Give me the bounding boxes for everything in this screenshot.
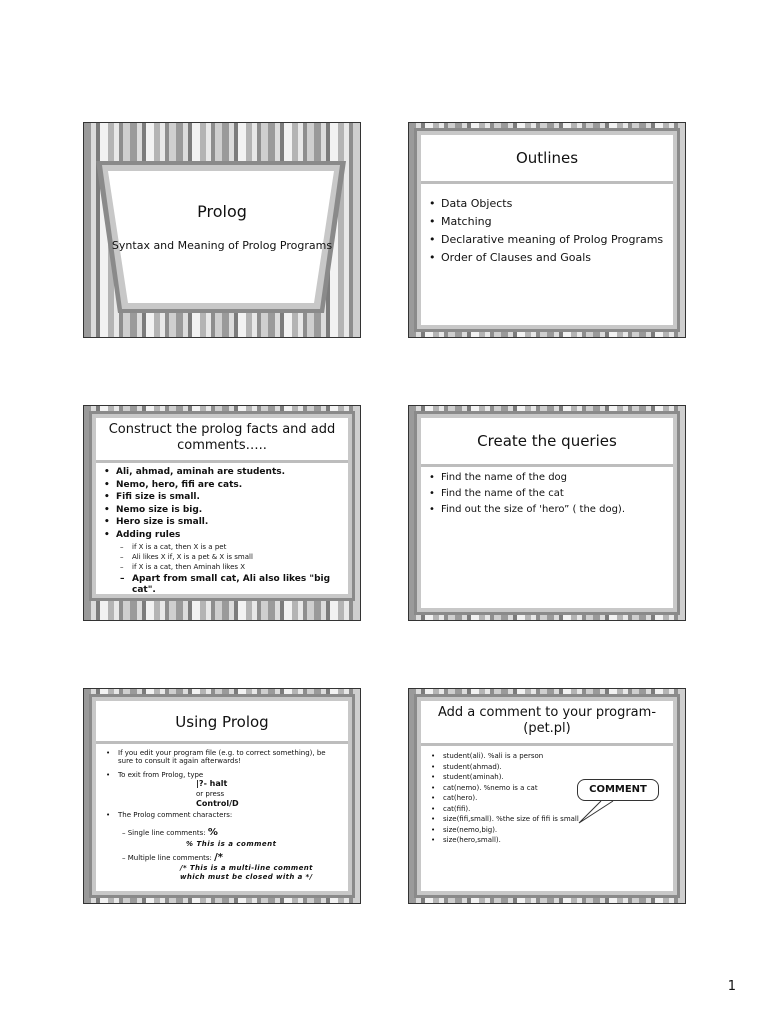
slide-5-bullets bbox=[106, 749, 334, 765]
list-item: • Data Objects bbox=[429, 195, 663, 213]
slide-5-bullet-comments bbox=[106, 811, 232, 819]
list-item: • student(ali). %ali is a person bbox=[431, 751, 579, 762]
slide-3-subbullet-last bbox=[120, 574, 348, 596]
list-item: • Nemo size is big. bbox=[104, 504, 285, 517]
title-divider bbox=[96, 741, 348, 744]
list-item: • Find the name of the dog bbox=[429, 470, 625, 486]
list-item: • student(aminah). bbox=[431, 772, 579, 783]
slide-outlines bbox=[408, 122, 686, 338]
slide-using-prolog bbox=[83, 688, 361, 904]
percent-char: % bbox=[207, 827, 218, 838]
or-press-text: or press bbox=[196, 790, 225, 798]
list-item: • size(fifi,small). %the size of fifi is small bbox=[431, 814, 579, 825]
single-line-label-text: Single line comments: bbox=[127, 829, 206, 837]
multi-line-example-1: /* This is a multi-line comment bbox=[180, 864, 313, 872]
list-item: • Find the name of the cat bbox=[429, 486, 625, 502]
slide-construct-facts bbox=[83, 405, 361, 621]
multi-line-label: – Multiple line comments: /* bbox=[122, 852, 224, 863]
slide-2-panel bbox=[421, 135, 673, 325]
list-item: • Hero size is small. bbox=[104, 516, 285, 529]
list-item: • To exit from Prolog, type bbox=[106, 771, 203, 779]
list-item: • Fifi size is small. bbox=[104, 491, 285, 504]
list-item: • Find out the size of 'hero” ( the dog). bbox=[429, 502, 625, 518]
title-divider bbox=[421, 181, 673, 184]
slide-4-bullets bbox=[429, 470, 625, 518]
slide-4-panel bbox=[421, 418, 673, 608]
list-item: • The Prolog comment characters: bbox=[106, 811, 232, 819]
slide-add-comment bbox=[408, 688, 686, 904]
slide-1-subtitle: Syntax and Meaning of Prolog Programs bbox=[111, 239, 333, 252]
list-item: – if X is a cat, then X is a pet bbox=[120, 542, 253, 552]
slide-3-subbullets bbox=[120, 542, 253, 572]
slide-2-title: Outlines bbox=[515, 149, 579, 167]
comment-callout: COMMENT bbox=[577, 779, 659, 801]
list-item: • student(ahmad). bbox=[431, 762, 579, 773]
single-line-label: – Single line comments: % bbox=[122, 827, 218, 838]
list-item: • cat(hero). bbox=[431, 793, 579, 804]
slash-star-char: /* bbox=[214, 852, 224, 863]
slide-create-queries bbox=[408, 405, 686, 621]
title-divider bbox=[96, 460, 348, 463]
slide-3-title: Construct the prolog facts and add comments….. bbox=[108, 422, 336, 453]
list-item: – if X is a cat, then Aminah likes X bbox=[120, 562, 253, 572]
list-item: • Ali, ahmad, aminah are students. bbox=[104, 466, 285, 479]
list-item: • cat(fifi). bbox=[431, 804, 579, 815]
slide-5-panel bbox=[96, 701, 348, 891]
list-item: • cat(nemo). %nemo is a cat bbox=[431, 783, 579, 794]
slide-title bbox=[83, 122, 361, 338]
slide-5-bullet-exit bbox=[106, 771, 203, 779]
slide-3-bullets bbox=[104, 466, 285, 541]
slide-2-bullets bbox=[429, 195, 663, 267]
list-item: • size(nemo,big). bbox=[431, 825, 579, 836]
list-item: • Adding rules bbox=[104, 529, 285, 542]
list-item: • size(hero,small). bbox=[431, 835, 579, 846]
single-line-example: % This is a comment bbox=[186, 840, 277, 848]
control-d-text: Control/D bbox=[196, 799, 239, 808]
title-divider bbox=[421, 464, 673, 467]
slide-1-title: Prolog bbox=[197, 202, 247, 221]
list-item: • Matching bbox=[429, 213, 663, 231]
slide-4-title: Create the queries bbox=[477, 432, 617, 450]
multi-line-example-2: which must be closed with a */ bbox=[180, 873, 313, 881]
multi-line-label-text: Multiple line comments: bbox=[127, 854, 212, 862]
list-item: – Ali likes X if, X is a pet & X is small bbox=[120, 552, 253, 562]
list-item: – Apart from small cat, Ali also likes "big cat". bbox=[120, 574, 348, 596]
list-item: • Order of Clauses and Goals bbox=[429, 249, 663, 267]
list-item: • Nemo, hero, fifi are cats. bbox=[104, 479, 285, 492]
slide-6-title: Add a comment to your program-(pet.pl) bbox=[437, 705, 657, 736]
slide-3-panel bbox=[96, 418, 348, 594]
slide-6-panel bbox=[421, 701, 673, 891]
halt-command: |?- halt bbox=[196, 779, 228, 788]
list-item: • If you edit your program file (e.g. to correct something), be sure to consult it again afterwards! bbox=[106, 749, 334, 765]
page-number: 1 bbox=[727, 979, 736, 994]
slide-frame bbox=[84, 123, 360, 337]
slide-5-title: Using Prolog bbox=[175, 713, 269, 731]
list-item: • Declarative meaning of Prolog Programs bbox=[429, 231, 663, 249]
